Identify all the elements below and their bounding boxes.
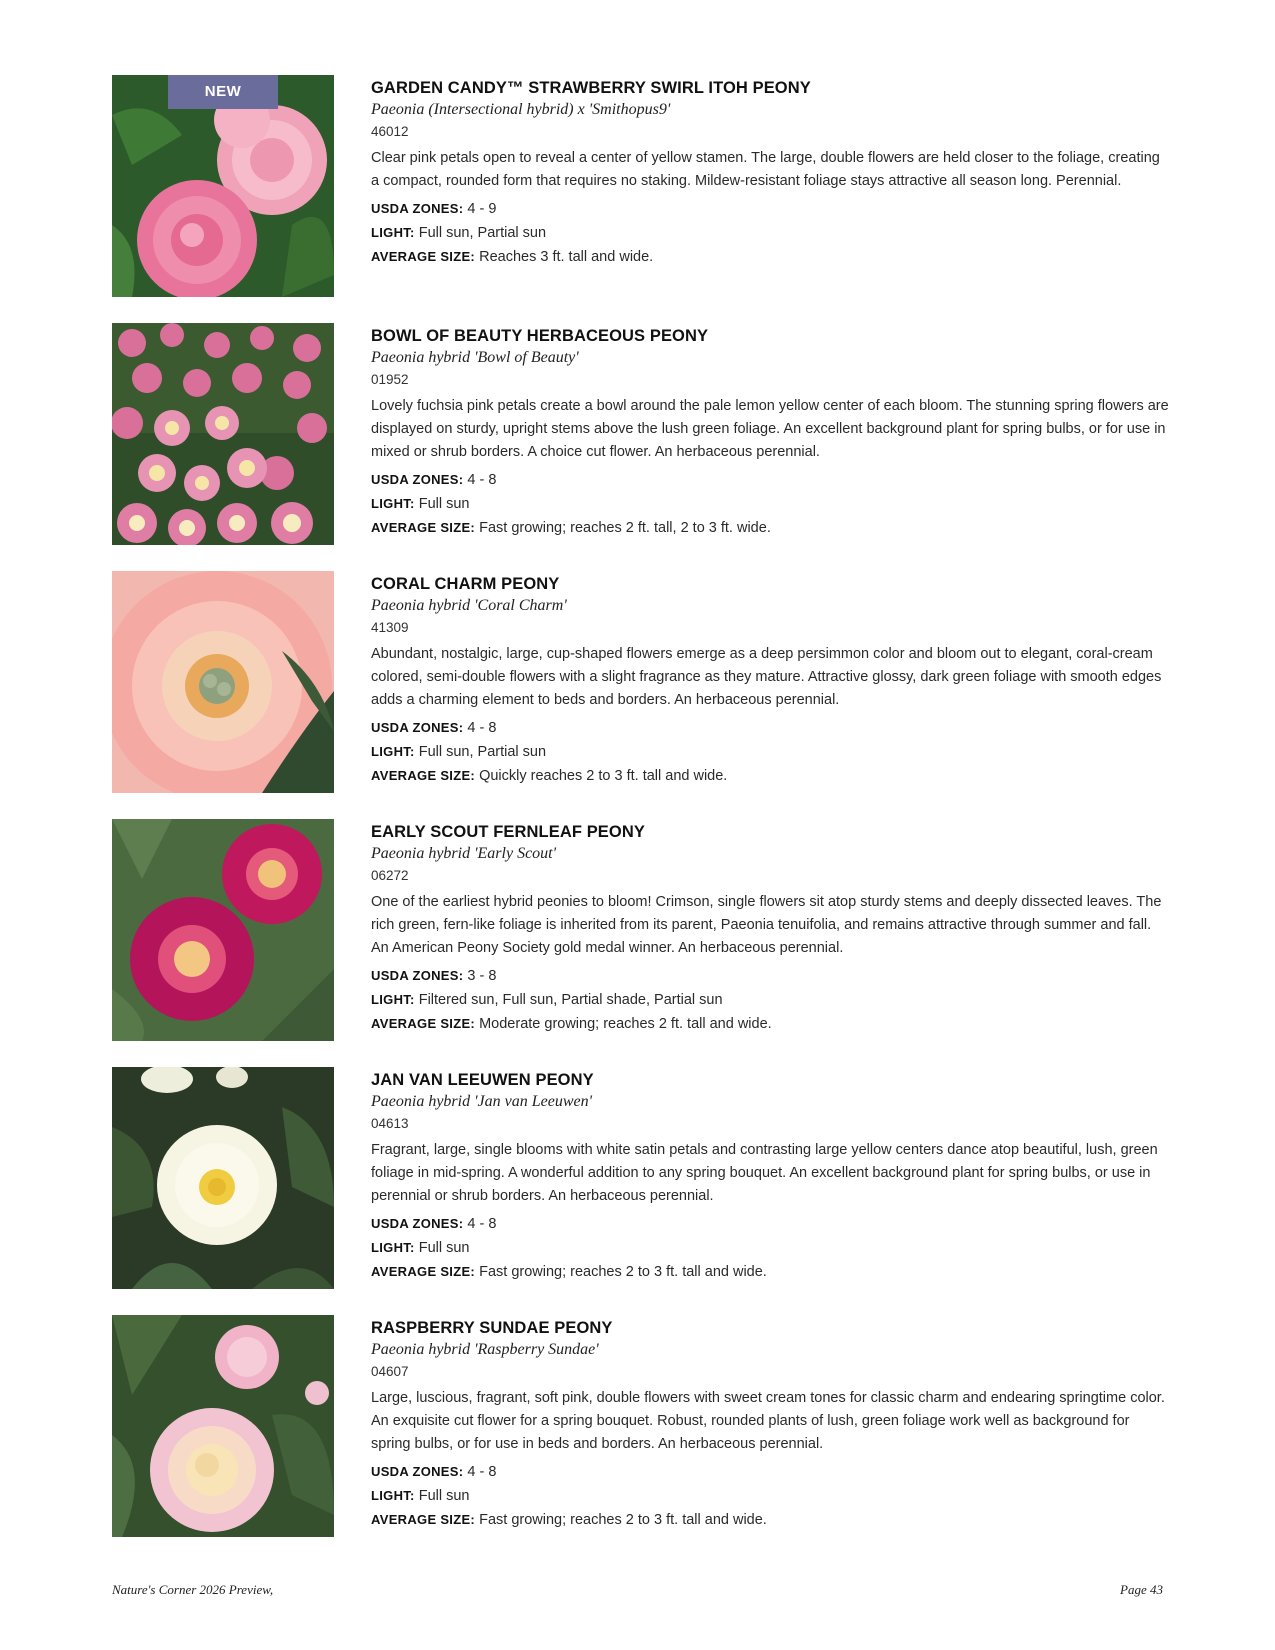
botanical-name: Paeonia hybrid 'Jan van Leeuwen' xyxy=(371,1093,593,1110)
zones-value: 4 - 8 xyxy=(467,1216,497,1232)
zones-spec xyxy=(371,468,1171,492)
light-spec xyxy=(371,492,1171,516)
product-entry-bowl-of-beauty xyxy=(112,323,1172,545)
product-photo-early-scout xyxy=(112,819,334,1041)
product-entry-early-scout xyxy=(112,819,1172,1041)
zones-value: 4 - 8 xyxy=(467,472,497,488)
new-badge: NEW xyxy=(168,75,278,109)
botanical-name: Paeonia hybrid 'Raspberry Sundae' xyxy=(371,1341,599,1358)
product-name: EARLY SCOUT FERNLEAF PEONY xyxy=(371,823,645,841)
product-description: Fragrant, large, single blooms with white satin petals and contrasting large yellow centers dance atop beautiful, lush, green foliage in mid-spring. A wonderful addition to any spring bouquet. An excellent background plant for spring bulbs, or use in perennial or shrub borders. An herbaceous perennial. xyxy=(371,1142,1158,1204)
item-code: 06272 xyxy=(371,868,409,883)
product-name: GARDEN CANDY™ STRAWBERRY SWIRL ITOH PEONY xyxy=(371,79,811,97)
product-name: JAN VAN LEEUWEN PEONY xyxy=(371,1071,594,1089)
light-label: LIGHT: xyxy=(371,992,415,1007)
product-description: Clear pink petals open to reveal a center of yellow stamen. The large, double flowers are held closer to the foliage, creating a compact, rounded form that requires no staking. Mildew-resistant foliage stays attractive all season long. Perennial. xyxy=(371,150,1160,189)
light-spec xyxy=(371,1484,1171,1508)
light-spec xyxy=(371,221,1171,245)
light-spec xyxy=(371,740,1171,764)
zones-spec xyxy=(371,197,1171,221)
product-description: Abundant, nostalgic, large, cup-shaped flowers emerge as a deep persimmon color and bloom out to elegant, coral-cream colored, semi-double flowers with a slight fragrance as they mature. Attractive glossy, dark green foliage with smooth edges adds a charming element to beds and borders. An herbaceous perennial. xyxy=(371,646,1162,708)
size-value: Moderate growing; reaches 2 ft. tall and wide. xyxy=(479,1016,772,1032)
zones-label: USDA ZONES: xyxy=(371,201,464,216)
size-label: AVERAGE SIZE: xyxy=(371,520,476,535)
product-info xyxy=(371,821,1171,1036)
crimson-peony-photo xyxy=(112,819,334,1041)
light-label: LIGHT: xyxy=(371,1488,415,1503)
light-value: Full sun xyxy=(418,1240,470,1256)
light-value: Full sun, Partial sun xyxy=(418,744,547,760)
size-spec xyxy=(371,1508,1171,1532)
size-spec xyxy=(371,1260,1171,1284)
product-description: Lovely fuchsia pink petals create a bowl around the pale lemon yellow center of each bloom. The stunning spring flowers are displayed on sturdy, upright stems above the lush green foliage. An excellent background plant for spring bulbs, or for use in mixed or shrub borders. A choice cut flower. An herbaceous perennial. xyxy=(371,398,1169,460)
size-spec xyxy=(371,245,1171,269)
size-label: AVERAGE SIZE: xyxy=(371,1512,476,1527)
zones-spec xyxy=(371,716,1171,740)
light-spec xyxy=(371,988,1171,1012)
footer-catalog-title: Nature's Corner 2026 Preview, xyxy=(112,1582,274,1597)
light-spec xyxy=(371,1236,1171,1260)
botanical-name: Paeonia hybrid 'Coral Charm' xyxy=(371,597,567,614)
zones-spec xyxy=(371,1460,1171,1484)
light-value: Full sun xyxy=(418,496,470,512)
size-value: Reaches 3 ft. tall and wide. xyxy=(479,249,654,265)
zones-spec xyxy=(371,964,1171,988)
product-name: BOWL OF BEAUTY HERBACEOUS PEONY xyxy=(371,327,709,345)
light-label: LIGHT: xyxy=(371,744,415,759)
size-spec xyxy=(371,764,1171,788)
size-label: AVERAGE SIZE: xyxy=(371,768,476,783)
light-value: Full sun, Partial sun xyxy=(418,225,547,241)
size-spec xyxy=(371,516,1171,540)
size-value: Fast growing; reaches 2 to 3 ft. tall and wide. xyxy=(479,1264,767,1280)
fuchsia-peony-field-photo xyxy=(112,323,334,545)
zones-label: USDA ZONES: xyxy=(371,1464,464,1479)
light-label: LIGHT: xyxy=(371,225,415,240)
size-value: Quickly reaches 2 to 3 ft. tall and wide. xyxy=(479,768,728,784)
botanical-name: Paeonia hybrid 'Bowl of Beauty' xyxy=(371,349,579,366)
item-code: 41309 xyxy=(371,620,409,635)
botanical-name: Paeonia hybrid 'Early Scout' xyxy=(371,845,557,862)
light-value: Full sun xyxy=(418,1488,470,1504)
light-label: LIGHT: xyxy=(371,1240,415,1255)
product-entry-jan-van-leeuwen xyxy=(112,1067,1172,1289)
item-code: 04607 xyxy=(371,1364,409,1379)
zones-value: 4 - 9 xyxy=(467,201,497,217)
white-peony-photo xyxy=(112,1067,334,1289)
product-info xyxy=(371,1317,1171,1532)
product-info xyxy=(371,325,1171,540)
product-photo-jan-van-leeuwen xyxy=(112,1067,334,1289)
product-info xyxy=(371,573,1171,788)
product-name: CORAL CHARM PEONY xyxy=(371,575,560,593)
product-photo-bowl-of-beauty xyxy=(112,323,334,545)
product-description: One of the earliest hybrid peonies to bloom! Crimson, single flowers sit atop sturdy stems and deeply dissected leaves. The rich green, fern-like foliage is inherited from its parent, Paeonia tenuifolia, and remains attractive through summer and fall. An American Peony Society gold medal winner. An herbaceous perennial. xyxy=(371,894,1162,956)
size-label: AVERAGE SIZE: xyxy=(371,249,476,264)
product-photo-coral-charm xyxy=(112,571,334,793)
size-spec xyxy=(371,1012,1171,1036)
product-photo-raspberry-sundae xyxy=(112,1315,334,1537)
zones-label: USDA ZONES: xyxy=(371,968,464,983)
soft-pink-peony-photo xyxy=(112,1315,334,1537)
zones-label: USDA ZONES: xyxy=(371,1216,464,1231)
product-name: RASPBERRY SUNDAE PEONY xyxy=(371,1319,613,1337)
size-label: AVERAGE SIZE: xyxy=(371,1016,476,1031)
product-entry-raspberry-sundae xyxy=(112,1315,1172,1537)
size-value: Fast growing; reaches 2 ft. tall, 2 to 3 ft. wide. xyxy=(479,520,771,536)
item-code: 04613 xyxy=(371,1116,409,1131)
product-entry-coral-charm xyxy=(112,571,1172,793)
zones-value: 3 - 8 xyxy=(467,968,497,984)
light-value: Filtered sun, Full sun, Partial shade, Partial sun xyxy=(418,992,723,1008)
product-description: Large, luscious, fragrant, soft pink, double flowers with sweet cream tones for classic charm and endearing springtime color. An exquisite cut flower for a spring bouquet. Robust, rounded plants of lush, green foliage work well as background for spring bulbs, or for use in beds and borders. An herbaceous perennial. xyxy=(371,1390,1165,1452)
zones-label: USDA ZONES: xyxy=(371,720,464,735)
product-info xyxy=(371,1069,1171,1284)
size-label: AVERAGE SIZE: xyxy=(371,1264,476,1279)
footer-page-number: Page 43 xyxy=(1120,1582,1163,1597)
zones-value: 4 - 8 xyxy=(467,1464,497,1480)
zones-spec xyxy=(371,1212,1171,1236)
product-info xyxy=(371,77,1171,269)
product-photo-garden-candy xyxy=(112,75,334,297)
botanical-name: Paeonia (Intersectional hybrid) x 'Smithopus9' xyxy=(371,101,671,118)
item-code: 46012 xyxy=(371,124,409,139)
size-value: Fast growing; reaches 2 to 3 ft. tall and wide. xyxy=(479,1512,767,1528)
item-code: 01952 xyxy=(371,372,409,387)
zones-value: 4 - 8 xyxy=(467,720,497,736)
light-label: LIGHT: xyxy=(371,496,415,511)
product-entry-garden-candy xyxy=(112,75,1172,297)
zones-label: USDA ZONES: xyxy=(371,472,464,487)
coral-peony-photo xyxy=(112,571,334,793)
